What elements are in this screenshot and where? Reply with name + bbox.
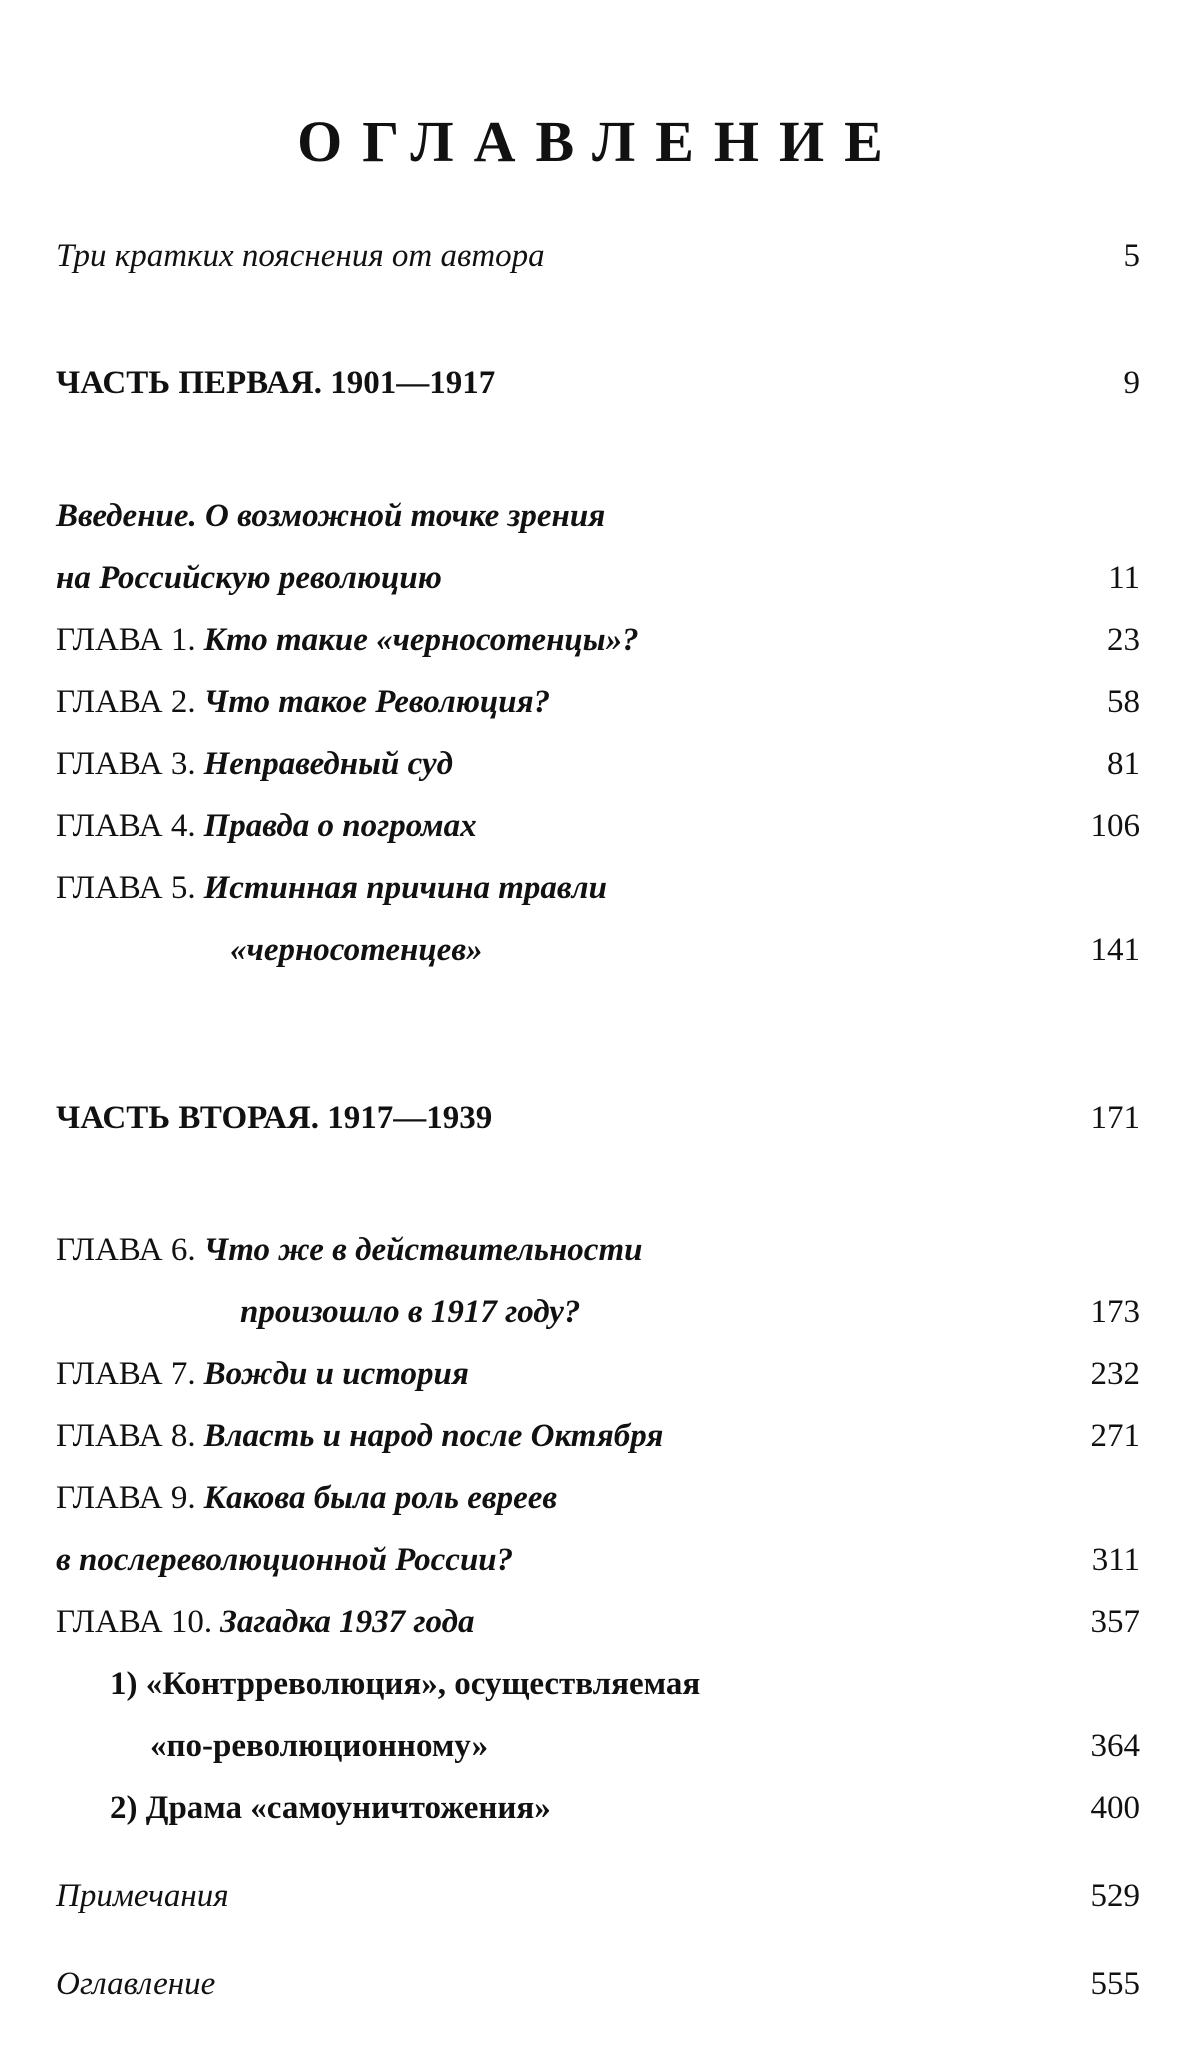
page-number: 529 xyxy=(1090,1878,1140,1914)
chapter-title: Истинная причина травли xyxy=(203,870,607,906)
page-number: 232 xyxy=(1090,1356,1140,1392)
entry-title: Три кратких пояснения от автора xyxy=(56,238,545,274)
toc-entry-part-1[interactable] xyxy=(56,365,1140,415)
chapter-number: ГЛАВА 7. xyxy=(56,1356,196,1392)
entry-title: на Российскую революцию xyxy=(56,560,442,596)
toc-entry-section-2[interactable] xyxy=(110,1790,1140,1840)
toc-entry-section-1-line2[interactable] xyxy=(150,1728,1140,1778)
page-number: 311 xyxy=(1091,1542,1140,1578)
entry-title: Оглавление xyxy=(56,1966,216,2002)
toc-entry-part-2[interactable] xyxy=(56,1100,1140,1150)
toc-entry-chapter-9-line2[interactable] xyxy=(56,1542,1140,1592)
chapter-title: произошло в 1917 году? xyxy=(240,1294,581,1330)
page-number: 106 xyxy=(1090,808,1140,844)
chapter-number: ГЛАВА 6. xyxy=(56,1232,196,1268)
part-title: ЧАСТЬ ВТОРАЯ. 1917—1939 xyxy=(56,1100,493,1136)
page-number: 141 xyxy=(1090,932,1140,968)
chapter-title: Что такое Революция? xyxy=(203,684,551,720)
page-number: 400 xyxy=(1090,1790,1140,1826)
toc-entry-chapter-5-line1[interactable] xyxy=(56,870,1140,920)
page-number: 357 xyxy=(1090,1604,1140,1640)
section-title: 1) «Контрреволюция», осуществляемая xyxy=(110,1666,701,1702)
chapter-number: ГЛАВА 9. xyxy=(56,1480,196,1516)
page-number: 81 xyxy=(1107,746,1140,782)
toc-entry-introduction-line1[interactable] xyxy=(56,498,1140,548)
toc-entry-notes[interactable] xyxy=(56,1878,1140,1928)
section-title: «по-революционному» xyxy=(150,1728,489,1764)
chapter-number: ГЛАВА 2. xyxy=(56,684,196,720)
chapter-number: ГЛАВА 5. xyxy=(56,870,196,906)
chapter-title: Вожди и история xyxy=(203,1356,469,1392)
chapter-number: ГЛАВА 1. xyxy=(56,622,196,658)
page-number: 555 xyxy=(1090,1966,1140,2002)
page-number: 271 xyxy=(1090,1418,1140,1454)
toc-entry-chapter-5-line2[interactable] xyxy=(230,932,1140,982)
chapter-title: Неправедный суд xyxy=(203,746,453,782)
page-number: 173 xyxy=(1090,1294,1140,1330)
toc-entry-chapter-8[interactable] xyxy=(56,1418,1140,1468)
chapter-title: Какова была роль евреев xyxy=(203,1480,558,1516)
page-number: 364 xyxy=(1090,1728,1140,1764)
section-title: 2) Драма «самоуничтожения» xyxy=(110,1790,551,1826)
chapter-title: в послереволюционной России? xyxy=(56,1542,514,1578)
toc-entry-chapter-7[interactable] xyxy=(56,1356,1140,1406)
chapter-title: Что же в действительности xyxy=(203,1232,643,1268)
toc-entry-chapter-9-line1[interactable] xyxy=(56,1480,1140,1530)
page-number: 9 xyxy=(1123,365,1140,401)
chapter-number: ГЛАВА 8. xyxy=(56,1418,196,1454)
toc-entry-chapter-10[interactable] xyxy=(56,1604,1140,1654)
toc-entry-chapter-6-line1[interactable] xyxy=(56,1232,1140,1282)
page-number: 11 xyxy=(1108,560,1140,596)
toc-entry-introduction-line2[interactable] xyxy=(56,560,1140,610)
toc-entry-chapter-1[interactable] xyxy=(56,622,1140,672)
chapter-number: ГЛАВА 3. xyxy=(56,746,196,782)
page-title: ОГЛАВЛЕНИЕ xyxy=(297,109,903,174)
toc-entry-chapter-6-line2[interactable] xyxy=(240,1294,1140,1344)
chapter-title: Кто такие «черносотенцы»? xyxy=(203,622,639,658)
toc-entry-chapter-3[interactable] xyxy=(56,746,1140,796)
chapter-title: Правда о погромах xyxy=(203,808,477,844)
toc-entry-section-1-line1[interactable] xyxy=(110,1666,1140,1716)
page-number: 23 xyxy=(1107,622,1140,658)
chapter-title: Загадка 1937 года xyxy=(220,1604,475,1640)
part-title: ЧАСТЬ ПЕРВАЯ. 1901—1917 xyxy=(56,365,496,401)
toc-entry-chapter-4[interactable] xyxy=(56,808,1140,858)
toc-entry-chapter-2[interactable] xyxy=(56,684,1140,734)
chapter-number: ГЛАВА 4. xyxy=(56,808,196,844)
page-number: 58 xyxy=(1107,684,1140,720)
page-number: 171 xyxy=(1090,1100,1140,1136)
entry-title: Введение. О возможной точке зрения xyxy=(56,498,606,534)
chapter-title: Власть и народ после Октября xyxy=(203,1418,664,1454)
page-number: 5 xyxy=(1123,238,1140,274)
entry-title: Примечания xyxy=(56,1878,229,1914)
toc-entry-contents[interactable] xyxy=(56,1966,1140,2016)
chapter-title: «черносотенцев» xyxy=(230,932,483,968)
chapter-number: ГЛАВА 10. xyxy=(56,1604,213,1640)
toc-entry-intro-note[interactable] xyxy=(56,238,1140,288)
